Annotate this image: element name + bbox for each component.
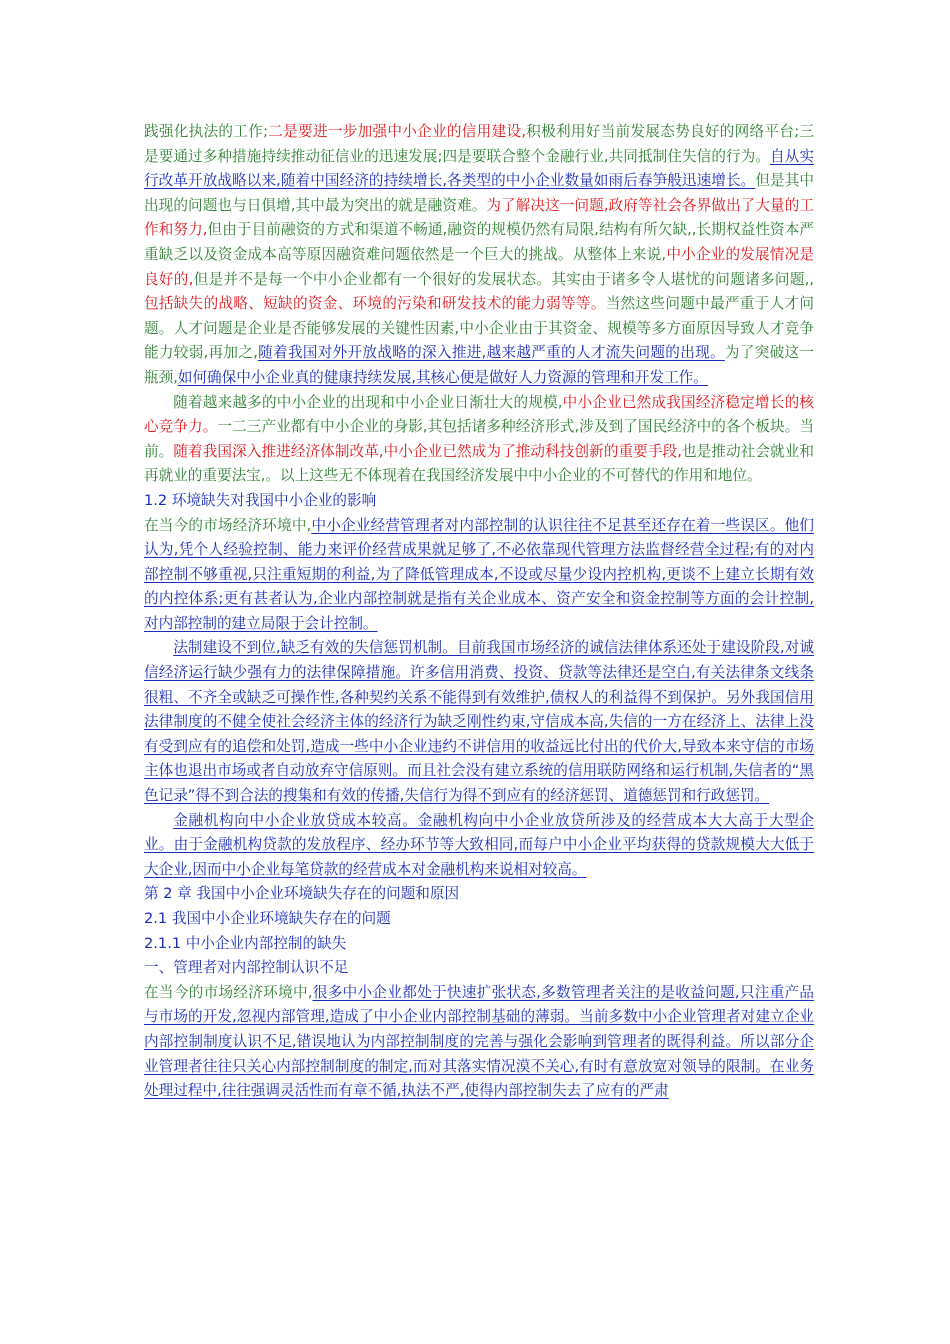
paragraph-5 xyxy=(144,809,814,883)
text-run: 中小企业经营管理者对内部控制的认识往往不足甚至还存在着一些误区。他们认为,凭个人经验控制、能力来评价经营成果就足够了,不必依靠现代管理方法监督经营全过程;有的对内部控制不够重视,只注重短期的利益,为了降低管理成本,不设或尽量少设内控机构,更谈不上建立长期有效的内控体系;更有甚者认为,企业内部控制就是指有关企业成本、资产安全和资金控制等方面的会计控制,对内部控制的建立局限于会计控制。 xyxy=(144,516,814,632)
paragraph-1 xyxy=(144,120,814,391)
text-run: 积极利用好当前发展态势良好的网络平台;三是要通过多种措施持续推动征信业的迅速发展;四是要联合整个金融行业,共同抵制住失信的行为。 xyxy=(144,123,815,165)
text-run: 践强化执法的工作; xyxy=(144,123,268,140)
text-run: 在当今的市场经济环境中, xyxy=(144,983,313,1001)
text-run: 二是要进一步加强中小企业的信用建设, xyxy=(268,123,526,140)
paragraph-3 xyxy=(144,514,814,637)
text-run: 为了突破这一瓶颈, xyxy=(144,344,814,386)
subsection-heading-one: 一、管理者对内部控制认识不足 xyxy=(144,959,349,977)
text-run: 中小企业的发展情况是良好的, xyxy=(144,245,814,288)
text-run: 但是其中出现的问题也与日俱增,其中最为突出的就是融资难。 xyxy=(144,172,814,214)
text-run: 法制建设不到位,缺乏有效的失信惩罚机制。 xyxy=(173,639,457,657)
text-run: 为了解决这一问题,政府等社会各界做出了大量的工作和努力, xyxy=(144,196,814,239)
document-body xyxy=(144,120,814,1104)
text-run: 但由于目前融资的方式和渠道不畅通,融资的规模仍然有局限,结构有所欠缺,,长期权益性资本严重缺乏以及资金成本高等原因融资难问题依然是一个巨大的挑战。从整体上来说, xyxy=(144,221,815,263)
paragraph-4 xyxy=(144,636,814,808)
paragraph-2 xyxy=(144,391,814,489)
text-run: 在当今的市场经济环境中, xyxy=(144,516,312,534)
text-run: 但是并不是每一个中小企业都有一个很好的发展状态。其实由于诸多令人堪忧的问题诸多问题,, xyxy=(193,270,814,288)
text-run: 随着我国对外开放战略的深入推进,越来越严重的人才流失问题的出现。 xyxy=(257,344,725,362)
text-run: 很多中小企业都处于快速扩张状态,多数管理者关注的是收益问题,只注重产品与市场的开发,忽视内部管理,造成了中小企业内部控制基础的薄弱。当前多数中小企业管理者对建立企业内部控制制度认识不足,错误地认为内部控制制度的完善与强化会影响到管理者的既得利益。所以部分企业管理者往往只关心内部控制制度的制定,而对其落实情况漠不关心,有时有意放宽对领导的限制。在业务处理过程中,往往强调灵活性而有章不循,执法不严,使得内部控制失去了应有的严肃 xyxy=(144,983,815,1100)
text-run: 随着我国深入推进经济体制改革,中小企业已然成为了推动科技创新的重要手段, xyxy=(173,442,682,460)
text-run: 以上这些无不体现着在我国经济发展中中小企业的不可替代的作用和地位。 xyxy=(279,467,762,485)
text-run: 随着越来越多的中小企业的出现和中小企业日渐壮大的规模, xyxy=(173,393,563,411)
chapter-heading-2: 第 2 章 我国中小企业环境缺失存在的问题和原因 xyxy=(144,885,460,903)
text-run: 包括缺失的战略、短缺的资金、环境的污染和研发技术的能力弱等等。 xyxy=(144,295,606,313)
section-heading-1-2: 1.2 环境缺失对我国中小企业的影响 xyxy=(144,491,377,509)
text-run: 自从实行改革开放战略以来,随着中国经济的持续增长,各类型的中小企业数量如雨后春笋般迅速增长。 xyxy=(144,147,814,190)
section-heading-2-1-1: 2.1.1 中小企业内部控制的缺失 xyxy=(144,934,347,952)
text-run: 当然这些问题中最严重于人才问题。人才问题是企业是否能够发展的关键性因素,中小企业由于其资金、规模等多方面原因导致人才竞争能力较弱,再加之, xyxy=(144,295,814,362)
text-run: 中小企业已然成我国经济稳定增长的核心竞争力。 xyxy=(144,393,814,436)
text-run: 金融机构向中小企业放贷成本较高。 xyxy=(173,811,418,829)
text-run: 金融机构向中小企业放贷所涉及的经营成本大大高于大型企业。由于金融机构贷款的发放程序、经办环节等大致相同,而每户中小企业平均获得的贷款规模大大低于大企业,因而中小企业每笔贷款的经营成本对金融机构来说相对较高。 xyxy=(144,811,814,878)
text-run: 也是推动社会就业和再就业的重要法宝,。 xyxy=(144,442,814,485)
text-run: 如何确保中小企业真的健康持续发展,其核心便是做好人力资源的管理和开发工作。 xyxy=(177,368,708,386)
text-run: 目前我国市场经济的诚信法律体系还处于建设阶段,对诚信经济运行缺少强有力的法律保障措施。许多信用消费、投资、贷款等法律还是空白,有关法律条文线条很粗、不齐全或缺乏可操作性,各种契约关系不能得到有效维护,债权人的利益得不到保护。另外我国信用法律制度的不健全使社会经济主体的经济行为缺乏刚性约束,守信成本高,失信的一方在经济上、法律上没有受到应有的追偿和处罚,造成一些中小企业违约不讲信用的收益远比付出的代价大,导致本来守信的市场主体也退出市场或者自动放弃守信原则。而且社会没有建立系统的信用联防网络和运行机制,失信者的“黑色记录”得不到合法的搜集和有效的传播,失信行为得不到应有的经济惩罚、道德惩罚和行政惩罚。 xyxy=(144,639,814,805)
text-run: 一二三产业都有中小企业的身影,其包括诸多种经济形式,涉及到了国民经济中的各个板块。当前。 xyxy=(144,418,814,460)
paragraph-6 xyxy=(144,981,814,1104)
section-heading-2-1: 2.1 我国中小企业环境缺失存在的问题 xyxy=(144,910,391,927)
